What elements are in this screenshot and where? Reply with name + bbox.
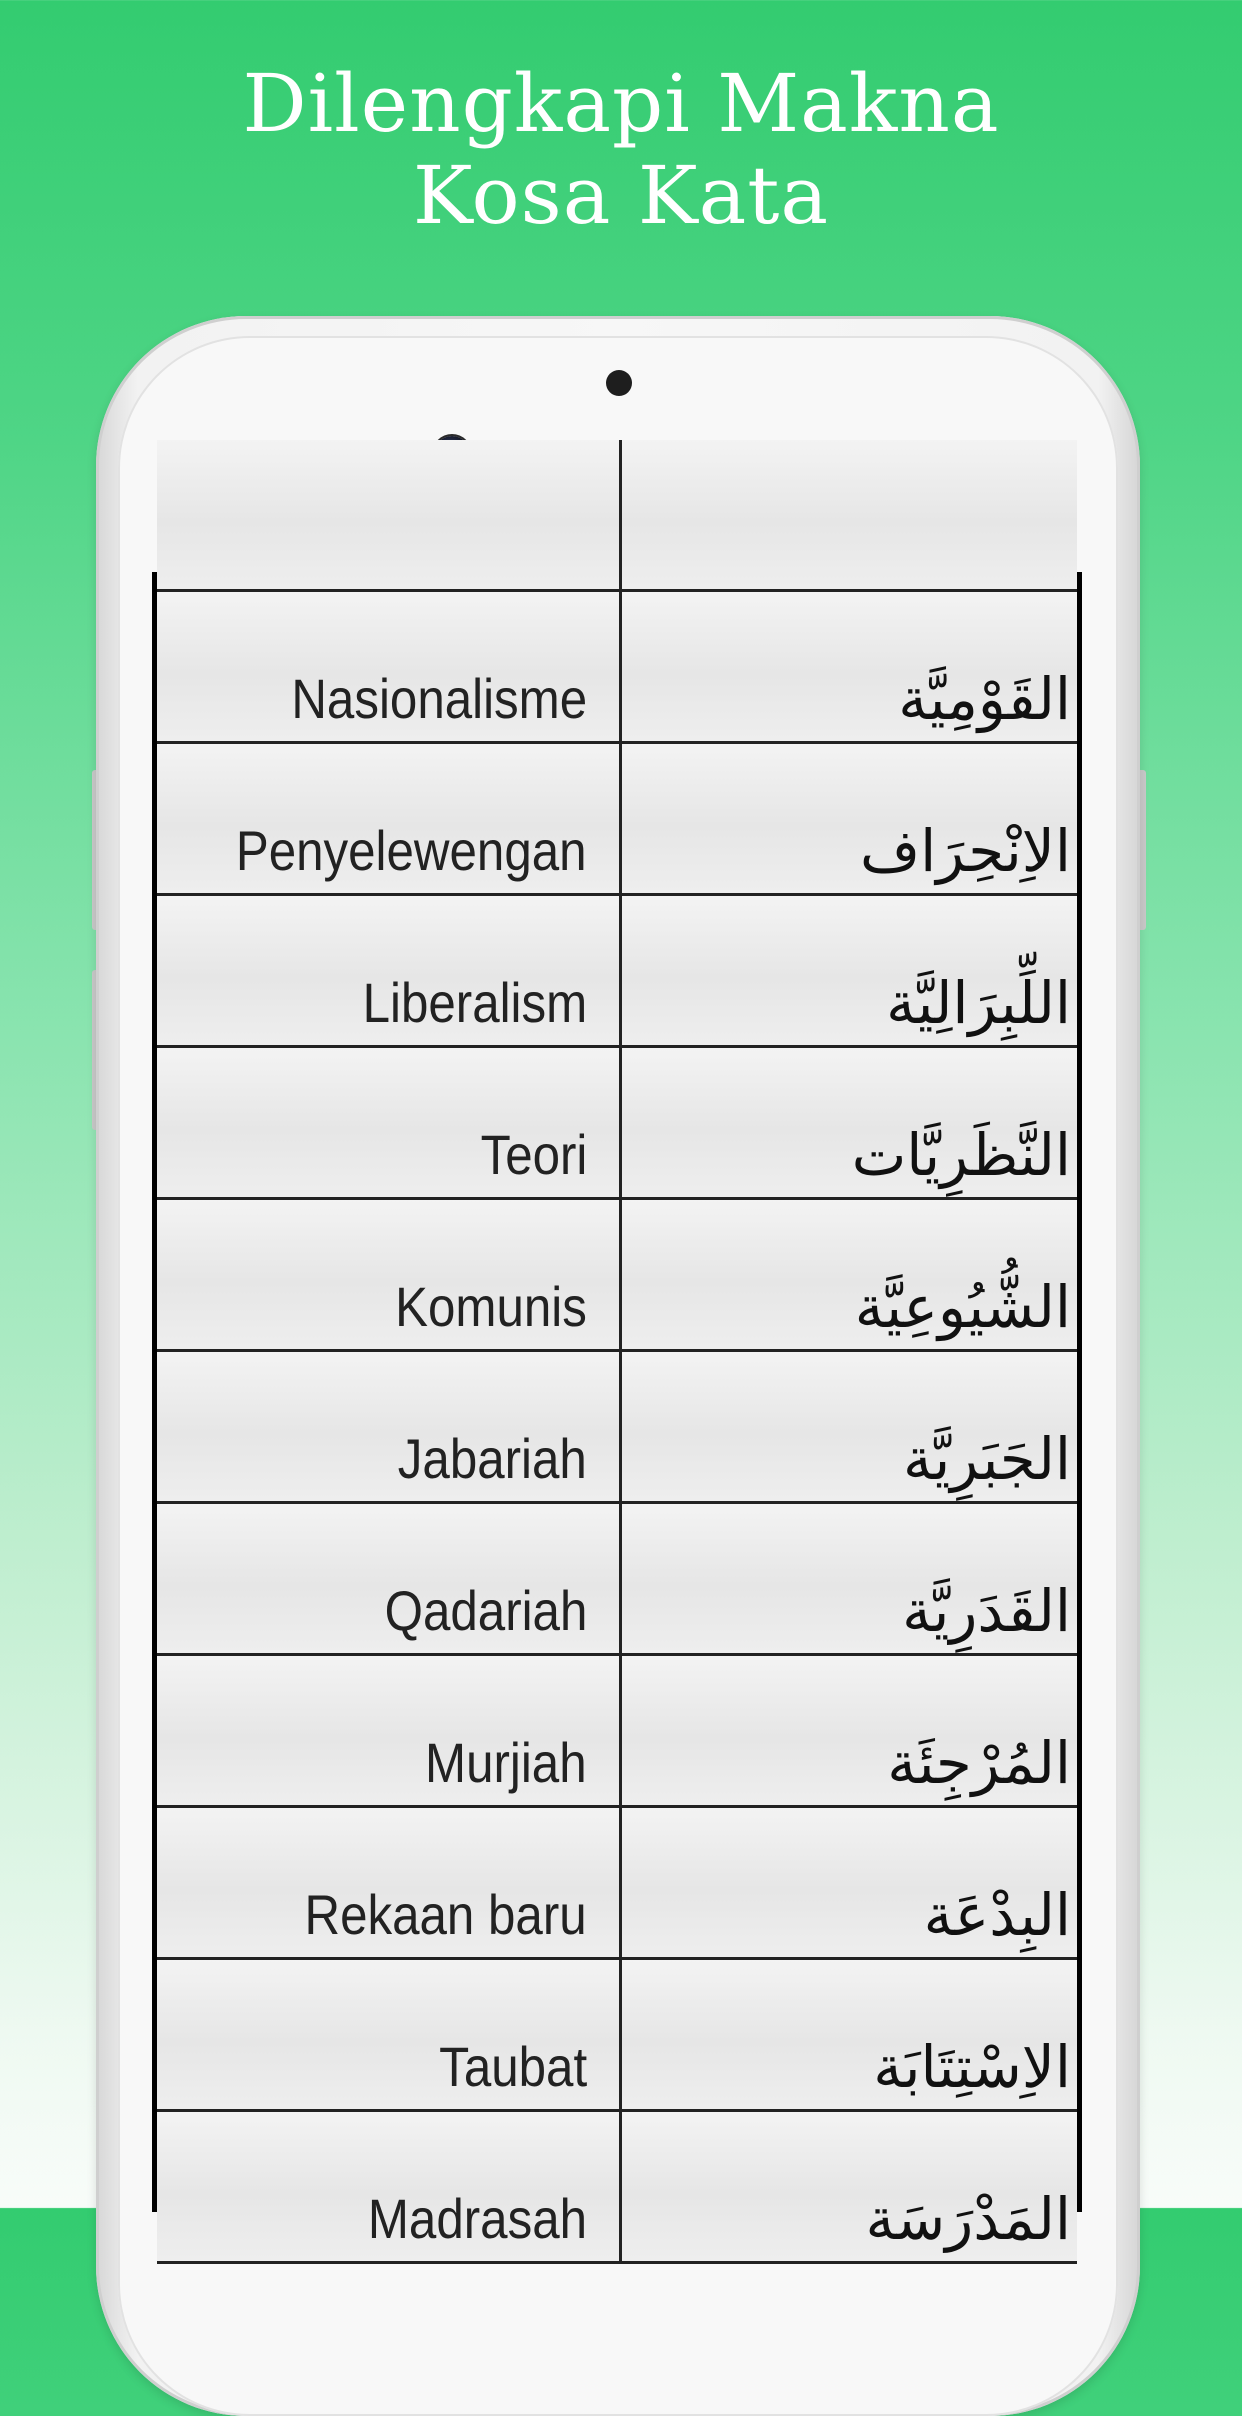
table-row[interactable] (157, 1960, 1077, 2112)
table-row[interactable] (157, 744, 1077, 896)
indonesian-cell (157, 1504, 622, 1653)
table-row[interactable] (157, 1656, 1077, 1808)
arabic-cell (622, 1656, 1077, 1805)
indonesian-cell (157, 1352, 622, 1501)
arabic-word: البِدْعَة (923, 1881, 1071, 1949)
arabic-word: الشُّيُوعِيَّة (854, 1273, 1071, 1341)
arabic-cell (622, 1352, 1077, 1501)
table-row[interactable] (157, 1352, 1077, 1504)
arabic-cell (622, 1048, 1077, 1197)
promo-headline (0, 58, 1242, 242)
indonesian-word: Teori (480, 1123, 587, 1186)
indonesian-cell (157, 896, 622, 1045)
table-row[interactable] (157, 1200, 1077, 1352)
table-row[interactable] (157, 1048, 1077, 1200)
arabic-word: الاِنْحِرَاف (859, 817, 1071, 885)
indonesian-cell (157, 592, 622, 741)
indonesian-word: Madrasah (367, 2187, 587, 2250)
indonesian-word: Liberalism (362, 971, 587, 1034)
indonesian-cell (157, 1048, 622, 1197)
indonesian-word: Taubat (439, 2035, 587, 2098)
arabic-cell (622, 440, 1077, 589)
table-row[interactable] (157, 592, 1077, 744)
indonesian-word: Penyelewengan (236, 819, 587, 882)
arabic-word: القَوْمِيَّة (898, 665, 1071, 733)
indonesian-word: Murjiah (425, 1731, 587, 1794)
arabic-cell (622, 896, 1077, 1045)
indonesian-cell (157, 744, 622, 893)
arabic-cell (622, 1200, 1077, 1349)
indonesian-cell (157, 2112, 622, 2261)
indonesian-word: Qadariah (384, 1579, 587, 1642)
table-row[interactable] (157, 2112, 1077, 2264)
phone-screen[interactable] (152, 572, 1082, 2253)
table-row[interactable] (157, 440, 1077, 592)
promo-title-line-1: Dilengkapi Makna (242, 57, 1000, 150)
arabic-cell (622, 1504, 1077, 1653)
arabic-cell (622, 2112, 1077, 2261)
arabic-word: الاِسْتِتَابَة (873, 2033, 1071, 2101)
table-row[interactable] (157, 896, 1077, 1048)
arabic-cell (622, 744, 1077, 893)
vocabulary-table[interactable] (157, 440, 1077, 2264)
indonesian-word: Nasionalisme (291, 667, 587, 730)
indonesian-word: Jabariah (397, 1427, 587, 1490)
arabic-cell (622, 1808, 1077, 1957)
arabic-word: الجَبَرِيَّة (903, 1425, 1071, 1493)
indonesian-cell (157, 1960, 622, 2109)
promo-title-line-2: Kosa Kata (412, 149, 830, 242)
arabic-word: المَدْرَسَة (865, 2185, 1071, 2253)
arabic-word: النَّظَرِيَّات (851, 1121, 1071, 1189)
arabic-word: اللِّبِرَالِيَّة (886, 969, 1071, 1037)
indonesian-cell (157, 1656, 622, 1805)
indonesian-cell (157, 1200, 622, 1349)
proximity-sensor (606, 370, 632, 396)
arabic-cell (622, 592, 1077, 741)
arabic-word: القَدَرِيَّة (902, 1577, 1071, 1645)
indonesian-word: Rekaan baru (304, 1883, 587, 1946)
arabic-word: المُرْجِئَة (887, 1729, 1071, 1797)
table-row[interactable] (157, 1504, 1077, 1656)
arabic-cell (622, 1960, 1077, 2109)
indonesian-cell (157, 1808, 622, 1957)
table-row[interactable] (157, 1808, 1077, 1960)
indonesian-cell (157, 440, 622, 589)
indonesian-word: Komunis (395, 1275, 587, 1338)
